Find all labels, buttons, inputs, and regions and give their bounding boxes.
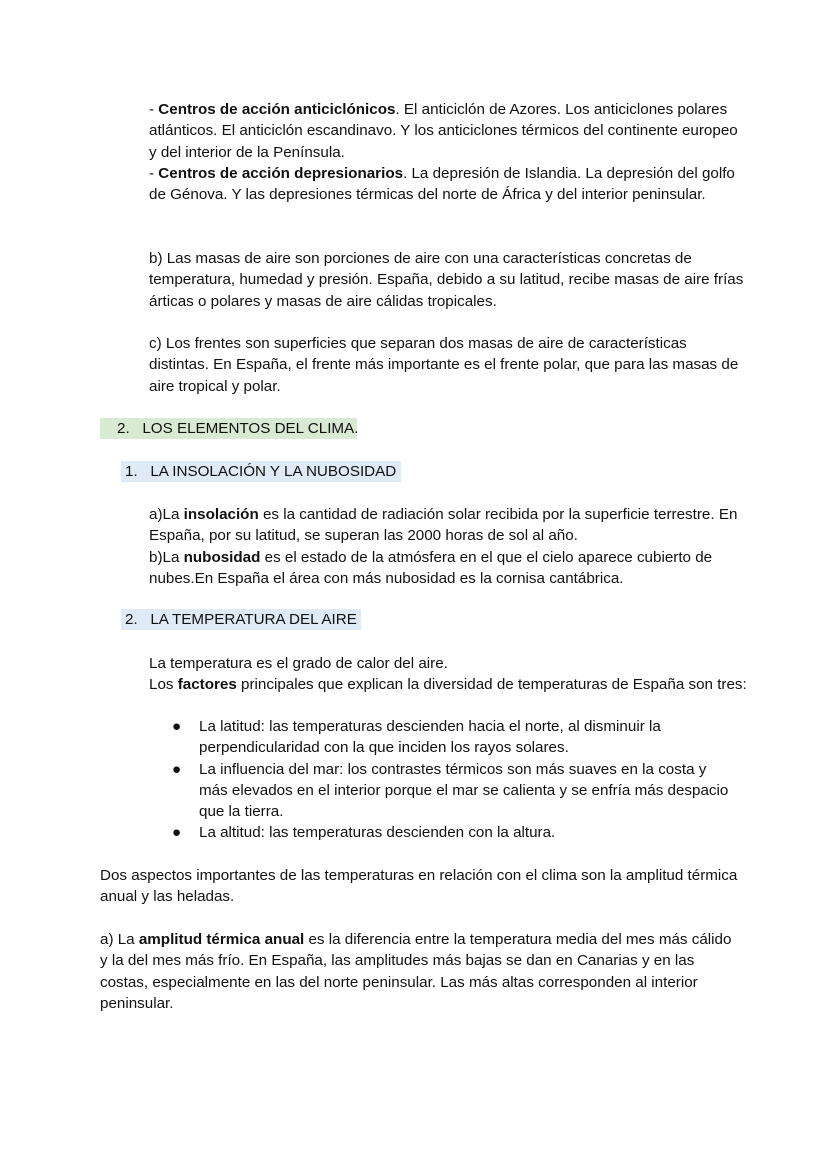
subheading-title: LA INSOLACIÓN Y LA NUBOSIDAD — [150, 463, 397, 480]
temperature-intro — [149, 653, 749, 696]
cloudiness-prefix: b)La — [149, 548, 184, 566]
bullet-icon: ● — [172, 718, 182, 735]
cloudiness-term: nubosidad — [183, 548, 261, 566]
heading-number: 2. — [117, 420, 130, 437]
factors-text: principales que explican la diversidad de temperaturas de España son tres: — [236, 676, 747, 694]
factors-term: factores — [177, 676, 237, 694]
factors-prefix: Los — [149, 676, 178, 694]
amplitude-term: amplitud térmica anual — [138, 931, 305, 948]
subheading-temperature — [125, 609, 357, 630]
list-item-text: La altitud: las temperaturas descienden con la altura. — [199, 824, 556, 842]
anticyclones-paragraph: - Centros de acción anticiclónicos. El anticiclón de Azores. Los anticiclones polares atlánticos. El anticiclón escandinavo. Y los anticiclones térmicos del continente europeo y del interior de la Península. - Centros de acción depresionarios. La depresión de Islandia. La depresión del golfo de Génova. Y las depresiones térmicas del norte de África y del interior peninsular. — [149, 101, 738, 204]
section-heading-elements — [117, 418, 358, 439]
factors-list — [172, 716, 732, 844]
bullet-icon: ● — [172, 760, 182, 778]
list-item-text: La latitud: las temperaturas descienden hacia el norte, al disminuir la perpendicularidad con la que inciden los rayos solares. — [199, 718, 661, 757]
insolation-text: es la cantidad de radiación solar recibida por la superficie terrestre. En España, por su latitud, se superan las 2000 horas de sol al año. — [149, 506, 738, 545]
list-item — [172, 759, 732, 823]
depressions-text: . La depresión de Islandia. La depresión del golfo de Génova. Y las depresiones térmicas del norte de África y del interior peninsular. — [149, 164, 735, 204]
bullet-icon: ● — [172, 824, 182, 842]
amplitude-text: es la diferencia entre la temperatura media del mes más cálido y la del mes más frío. En España, las amplitudes más bajas se dan en Canarias y en las costas, especialmente en las del norte peninsular. Las más altas corresponden al interior peninsular. — [100, 931, 732, 1012]
insolation-term: insolación — [183, 506, 259, 523]
insolation-prefix: a)La — [149, 506, 184, 523]
subheading-number: 2. — [125, 611, 138, 628]
aspects-paragraph: Dos aspectos importantes de las temperaturas en relación con el clima son la amplitud térmica anual y las heladas. — [100, 867, 738, 906]
temperature-definition: La temperatura es el grado de calor del aire. — [149, 655, 448, 672]
fronts-paragraph: c) Los frentes son superficies que separan dos masas de aire de características distintas. En España, el frente más importante es el frente polar, que para las masas de aire tropical y polar. — [149, 335, 739, 395]
subheading-title: LA TEMPERATURA DEL AIRE — [150, 611, 357, 628]
list-item — [172, 822, 732, 843]
depressions-label: Centros de acción depresionarios — [158, 164, 404, 182]
anticyclones-text: . El anticiclón de Azores. Los anticiclones polares atlánticos. El anticiclón escandinavo. Y los anticiclones térmicos del continente europeo y del interior de la Península. — [149, 101, 738, 161]
insolation-paragraph — [149, 504, 749, 589]
list-item-text: La influencia del mar: los contrastes térmicos son más suaves en la costa y más elevados en el interior porque el mar se calienta y se enfría más despacio que la tierra. — [199, 760, 729, 821]
subheading-insolation — [125, 461, 396, 482]
heading-title: LOS ELEMENTOS DEL CLIMA. — [142, 420, 359, 437]
amplitude-paragraph — [100, 929, 740, 1014]
amplitude-prefix: a) La — [100, 931, 139, 948]
anticyclones-label: Centros de acción anticiclónicos — [158, 101, 396, 118]
air-masses-paragraph: b) Las masas de aire son porciones de aire con una características concretas de temperatura, humedad y presión. España, debido a su latitud, recibe masas de aire frías árticas o polares y masas de aire cálidas tropicales. — [149, 250, 744, 310]
cloudiness-text: es el estado de la atmósfera en el que el cielo aparece cubierto de nubes.En España el área con más nubosidad es la cornisa cantábrica. — [149, 548, 713, 587]
list-item — [172, 716, 732, 759]
subheading-number: 1. — [125, 463, 138, 480]
